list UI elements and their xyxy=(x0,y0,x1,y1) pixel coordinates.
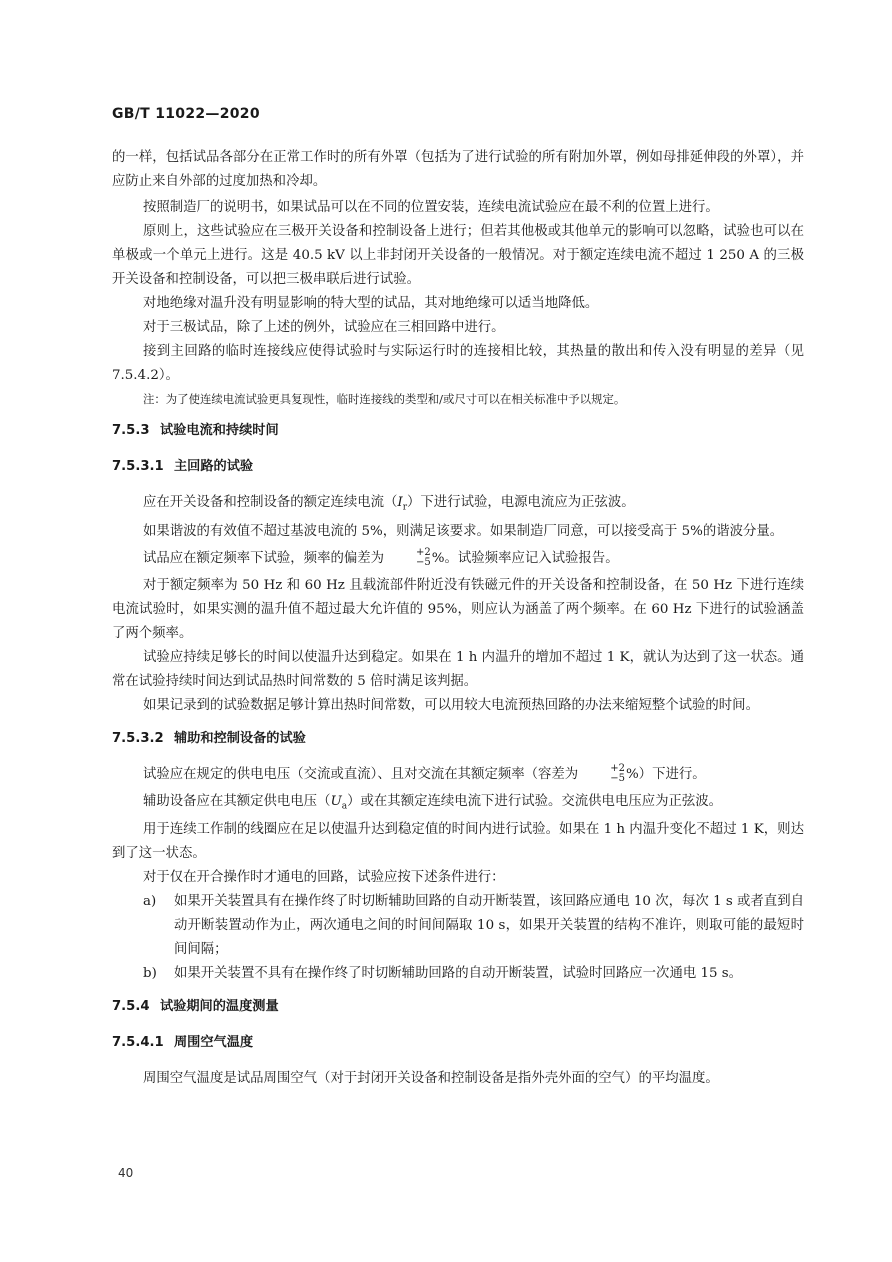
paragraph: 如果记录到的试验数据足够计算出热时间常数，可以用较大电流预热回路的办法来缩短整个试验的时间。 xyxy=(143,697,759,713)
text-run: ）或在其额定连续电流下进行试验。交流供电电压应为正弦波。 xyxy=(347,793,723,809)
paragraph: 接到主回路的临时连接线应使得试验时与实际运行时的连接相比较，其热量的散出和传入没有明显的差异（见 7.5.4.2）。 xyxy=(112,344,804,383)
list-item xyxy=(112,962,804,986)
tolerance-plus: +2 xyxy=(610,763,625,775)
list-marker: b) xyxy=(143,966,157,982)
section-heading-7-5-3 xyxy=(112,419,804,443)
paragraph xyxy=(112,547,804,571)
paragraph: 如果谐波的有效值不超过基波电流的 5%，则满足该要求。如果制造厂同意，可以接受高于 5%的谐波分量。 xyxy=(143,523,784,539)
list-item-text: 如果开关装置不具有在操作终了时切断辅助回路的自动开断装置，试验时回路应一次通电 15 s。 xyxy=(174,966,743,982)
subscript: a xyxy=(341,801,348,812)
voltage-symbol: U xyxy=(330,793,342,809)
section-heading-7-5-4 xyxy=(112,995,804,1019)
section-number: 7.5.4.1 xyxy=(112,1035,164,1051)
tolerance-minus: −5 xyxy=(416,557,431,569)
section-heading-7-5-3-1 xyxy=(112,455,804,479)
tolerance-minus: −5 xyxy=(610,773,625,785)
paragraph: 用于连续工作制的线圈应在足以使温升达到稳定值的时间内进行试验。如果在 1 h 内温升变化不超过 1 K，则达到了这一状态。 xyxy=(112,822,804,862)
section-number: 7.5.3.2 xyxy=(112,730,164,746)
text-run: ）下进行试验，电源电流应为正弦波。 xyxy=(407,495,635,510)
text-run: %。试验频率应记入试验报告。 xyxy=(431,550,619,566)
paragraph: 对地绝缘对温升没有明显影响的特大型的试品，其对地绝缘可以适当地降低。 xyxy=(143,296,599,311)
current-symbol: I xyxy=(397,495,403,510)
section-number: 7.5.3 xyxy=(112,423,150,438)
section-heading-7-5-4-1 xyxy=(112,1031,804,1055)
paragraph: 对于仅在开合操作时才通电的回路，试验应按下述条件进行： xyxy=(143,870,505,886)
text-run: 应在开关设备和控制设备的额定连续电流（ xyxy=(143,495,398,510)
list-marker: a) xyxy=(143,894,157,910)
frequency-tolerance xyxy=(385,548,431,568)
list-item-text: 如果开关装置具有在操作终了时切断辅助回路的自动开断装置，该回路应通电 10 次，每次 1 s 或者直到自动开断装置动作为止，两次通电之间的时间间隔取 10 s，如果开关装置的结构不准许，则取可能的最短时间间隔； xyxy=(174,894,804,958)
paragraph xyxy=(112,790,804,819)
text-run: 试验应在规定的供电电压（交流或直流）、且对交流在其额定频率（容差为 xyxy=(143,766,579,782)
section-title: 试验电流和持续时间 xyxy=(160,423,279,438)
paragraph: 周围空气温度是试品周围空气（对于封闭开关设备和控制设备是指外壳外面的空气）的平均温度。 xyxy=(143,1071,719,1087)
paragraph: 按照制造厂的说明书，如果试品可以在不同的位置安装，连续电流试验应在最不利的位置上进行。 xyxy=(143,200,719,215)
paragraph: 试验应持续足够长的时间以使温升达到稳定。如果在 1 h 内温升的增加不超过 1 K，就认为达到了这一状态。通常在试验持续时间达到试品热时间常数的 5 倍时满足该判据。 xyxy=(112,649,804,689)
paragraph: 对于额定频率为 50 Hz 和 60 Hz 且载流部件附近没有铁磁元件的开关设备和控制设备，在 50 Hz 下进行连续电流试验时，如果实测的温升值不超过最大允许值的 95%，则应认为涵盖了两个频率。在 60 Hz 下进行的试验涵盖了两个频率。 xyxy=(112,577,804,641)
section-number: 7.5.4 xyxy=(112,999,150,1015)
paragraph: 的一样，包括试品各部分在正常工作时的所有外罩（包括为了进行试验的所有附加外罩，例如母排延伸段的外罩），并应防止来自外部的过度加热和冷却。 xyxy=(112,150,804,189)
page-number: 40 xyxy=(118,1166,134,1180)
document-header: GB/T 11022—2020 xyxy=(112,106,260,122)
section-number: 7.5.3.1 xyxy=(112,459,164,474)
subscript: r xyxy=(402,502,408,513)
paragraph xyxy=(112,491,804,520)
text-run: %）下进行。 xyxy=(625,766,706,782)
frequency-tolerance xyxy=(579,764,625,784)
section-title: 试验期间的温度测量 xyxy=(160,999,279,1015)
section-title: 辅助和控制设备的试验 xyxy=(174,730,306,746)
paragraph: 原则上，这些试验应在三极开关设备和控制设备上进行；但若其他极或其他单元的影响可以忽略，试验也可以在单极或一个单元上进行。这是 40.5 kV 以上非封闭开关设备的一般情况。对于额定连续电流不超过 1 250 A 的三极开关设备和控制设备，可以把三极串联后进行试验。 xyxy=(112,224,804,287)
text-run: 试品应在额定频率下试验，频率的偏差为 xyxy=(143,550,385,566)
paragraph xyxy=(112,763,804,787)
note: 注：为了使连续电流试验更具复现性，临时连接线的类型和/或尺寸可以在相关标准中予以规定。 xyxy=(143,392,626,406)
paragraph: 对于三极试品，除了上述的例外，试验应在三相回路中进行。 xyxy=(143,320,505,335)
section-title: 主回路的试验 xyxy=(174,459,254,474)
list-item xyxy=(112,890,804,962)
section-heading-7-5-3-2 xyxy=(112,727,804,751)
page-content xyxy=(112,146,804,1091)
section-title: 周围空气温度 xyxy=(174,1035,254,1051)
text-run: 辅助设备应在其额定供电电压（ xyxy=(143,793,331,809)
tolerance-plus: +2 xyxy=(416,547,431,559)
